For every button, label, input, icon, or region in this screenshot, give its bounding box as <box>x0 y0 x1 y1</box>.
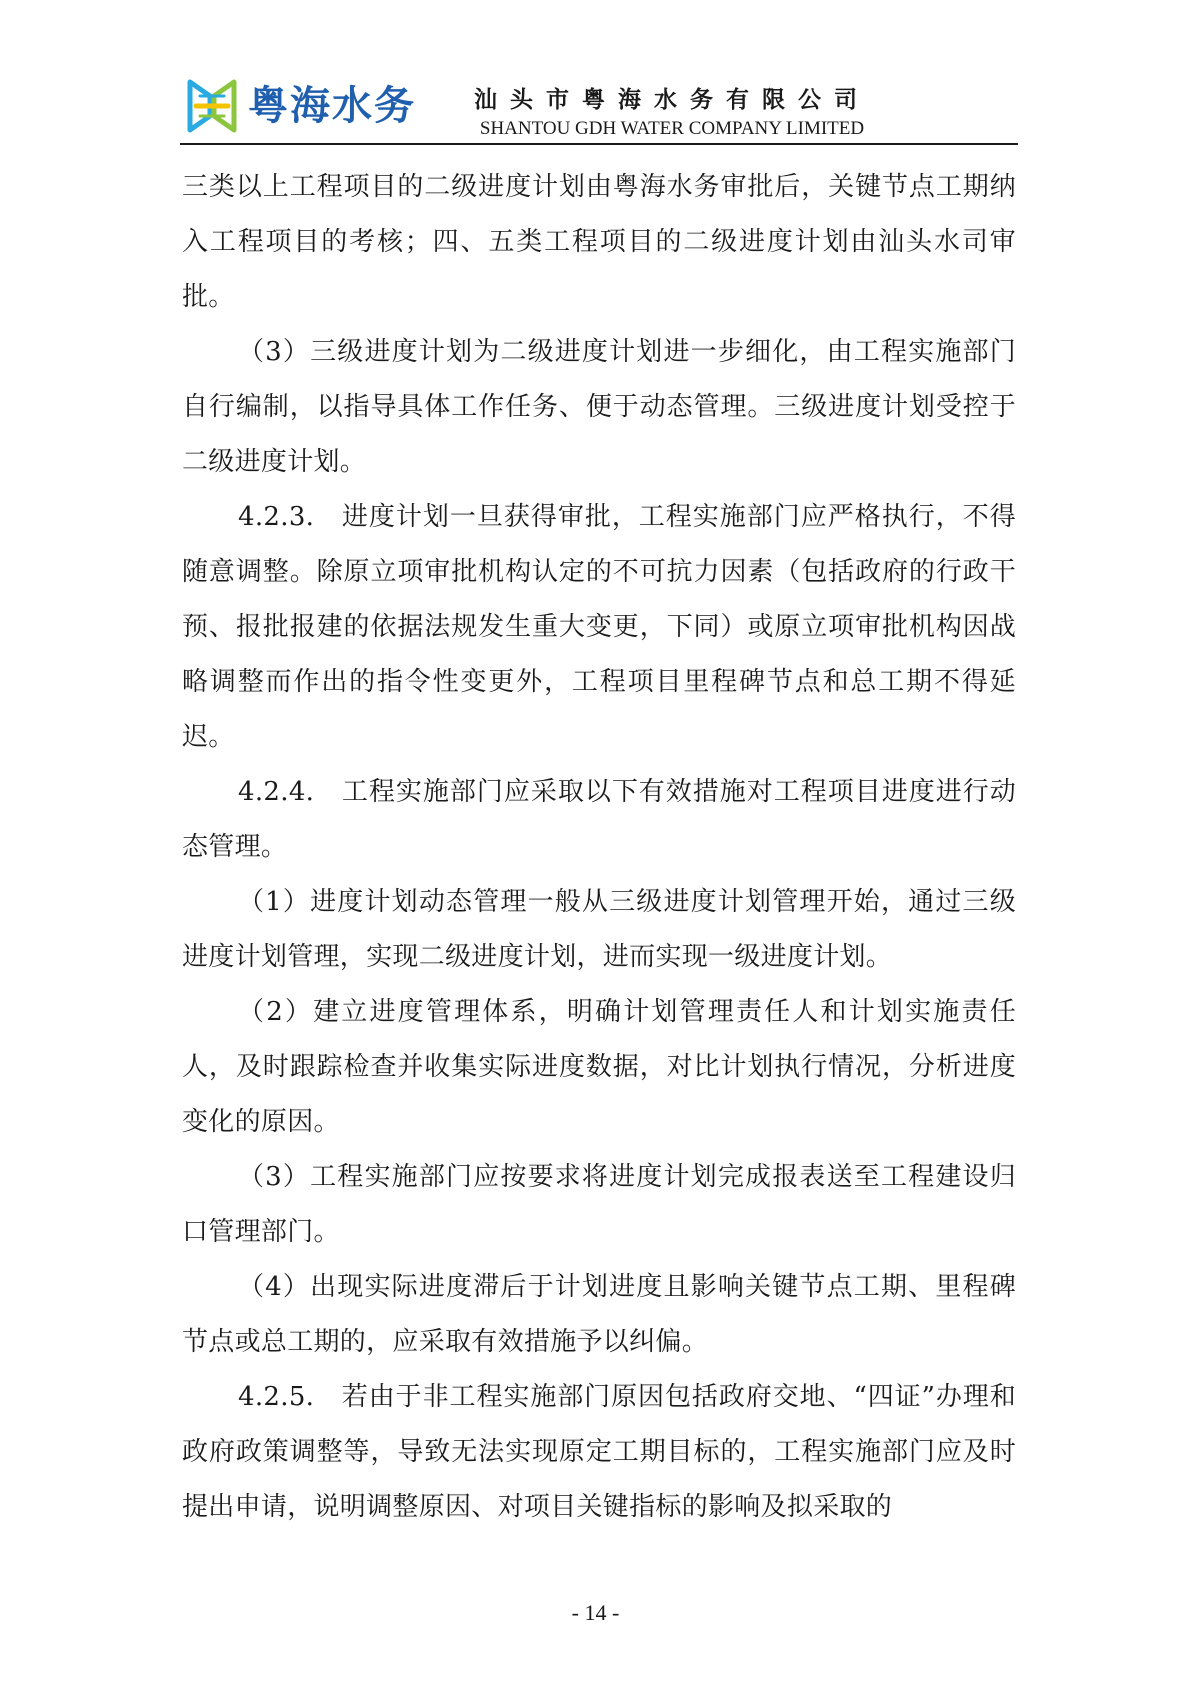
logo-text: 粤海水务 <box>248 83 416 129</box>
paragraph: 三类以上工程项目的二级进度计划由粤海水务审批后，关键节点工期纳入工程项目的考核；四、五类工程项目的二级进度计划由汕头水司审批。 <box>182 172 1016 312</box>
paragraph: （4）出现实际进度滞后于计划进度且影响关键节点工期、里程碑节点或总工期的，应采取有效措施予以纠偏。 <box>182 1272 1016 1357</box>
paragraph: （2）建立进度管理体系，明确计划管理责任人和计划实施责任人，及时跟踪检查并收集实际进度数据，对比计划执行情况，分析进度变化的原因。 <box>182 997 1016 1137</box>
header-divider <box>180 143 1018 145</box>
paragraph: （1）进度计划动态管理一般从三级进度计划管理开始，通过三级进度计划管理，实现二级进度计划，进而实现一级进度计划。 <box>182 887 1016 972</box>
paragraph: 4.2.3. 进度计划一旦获得审批，工程实施部门应严格执行，不得随意调整。除原立项审批机构认定的不可抗力因素（包括政府的行政干预、报批报建的依据法规发生重大变更，下同）或原立项审批机构因战略调整而作出的指令性变更外，工程项目里程碑节点和总工期不得延迟。 <box>182 502 1016 752</box>
paragraph: （3）三级进度计划为二级进度计划进一步细化，由工程实施部门自行编制，以指导具体工作任务、便于动态管理。三级进度计划受控于二级进度计划。 <box>182 337 1016 477</box>
gdh-water-logo-icon <box>186 78 238 134</box>
page-number: - 14 - <box>571 1600 620 1625</box>
company-name-en: SHANTOU GDH WATER COMPANY LIMITED <box>479 118 865 139</box>
paragraph: 4.2.5. 若由于非工程实施部门原因包括政府交地、“四证”办理和政府政策调整等，导致无法实现原定工期目标的，工程实施部门应及时提出申请，说明调整原因、对项目关键指标的影响及拟采取的 <box>182 1382 1016 1522</box>
page-header <box>180 72 1018 144</box>
paragraph: 4.2.4. 工程实施部门应采取以下有效措施对工程项目进度进行动态管理。 <box>182 777 1016 862</box>
company-name-cn: 汕头市粤海水务有限公司 <box>474 87 870 113</box>
paragraph: （3）工程实施部门应按要求将进度计划完成报表送至工程建设归口管理部门。 <box>182 1162 1016 1247</box>
document-body <box>182 160 1016 1535</box>
